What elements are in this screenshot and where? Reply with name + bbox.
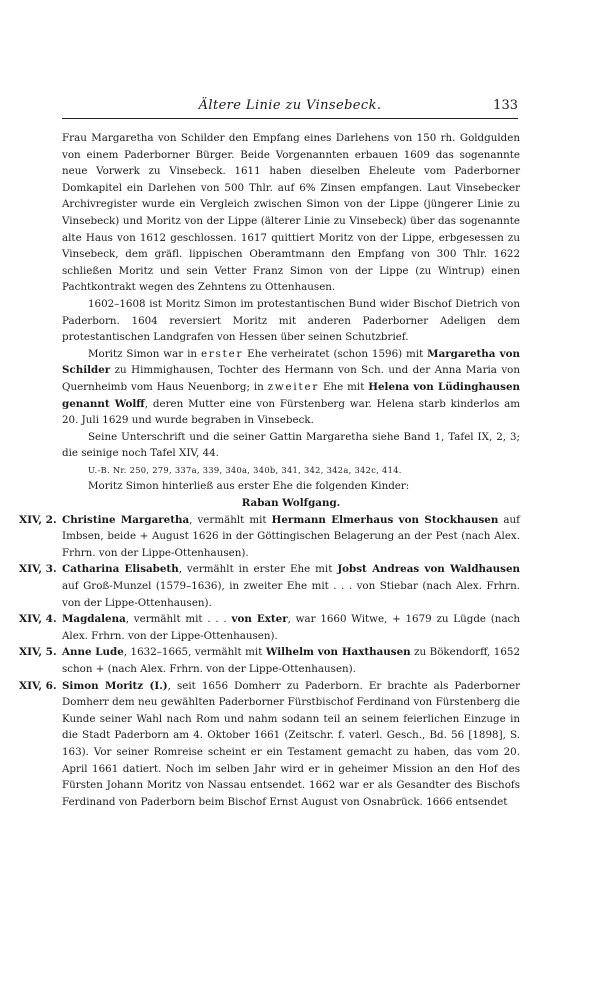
- text-run: Ehe mit: [319, 380, 369, 393]
- entry-spouse: Wilhelm von Haxthausen: [265, 646, 411, 659]
- text-run: Moritz Simon war in: [88, 347, 201, 360]
- entry-spouse: Hermann Elmerhaus von Stockhausen: [271, 513, 499, 526]
- spaced-word-erster: erster: [200, 347, 244, 360]
- genealogy-entry: [19, 611, 520, 644]
- text-run: auf Groß-Munzel (1579–1636), in zweiter Ehe mit . . . von Stiebar (nach Alex. Frhrn. von der Lippe-Ottenhausen).: [62, 580, 520, 609]
- document-references: U.-B. Nr. 250, 279, 337a, 339, 340a, 340b, 341, 342, 342a, 342c, 414.: [88, 464, 402, 475]
- text-run: , 1632–1665, vermählt mit: [123, 646, 266, 659]
- text-run: , vermählt in erster Ehe mit: [178, 563, 338, 576]
- entry-name: Simon Moritz (I.): [62, 679, 168, 692]
- entry-name: Catharina Elisabeth: [62, 563, 179, 576]
- paragraph-marriages: [62, 346, 520, 429]
- entry-number: XIV, 5.: [19, 646, 57, 659]
- entry-name: Anne Lude: [62, 646, 124, 659]
- body-text: [19, 130, 520, 810]
- entry-spouse: Jobst Andreas von Waldhausen: [337, 563, 520, 576]
- entry-number: XIV, 3.: [19, 563, 57, 576]
- spouse-name-1: Margaretha von Schilder: [62, 347, 520, 377]
- paragraph-signatures: Seine Unterschrift und die seiner Gattin Margaretha siehe Band 1, Tafel IX, 2, 3; die seinige noch Tafel XIV, 44.: [62, 430, 520, 460]
- genealogy-entry: [19, 678, 520, 811]
- entry-name: Magdalena: [62, 613, 126, 626]
- genealogy-entry: [19, 512, 520, 562]
- paragraph-1: Frau Margaretha von Schilder den Empfang eines Darlehens von 150 rh. Goldgulden von einem Paderborner Bürger. Beide Vorgenannten erbauen 1609 das sogenannte neue Vorwerk zu Vinsebeck. 1611 haben dieselben Eheleute vom Paderborner Domkapitel ein Darlehen von 500 Thlr. auf 6% Zinsen empfangen. Laut Vinsebecker Archivregister wurde ein Vergleich zwischen Simon von der Lippe (jüngerer Linie zu Vinsebeck) und Moritz von der Lippe (älterer Linie zu Vinsebeck) über das sogenannte alte Haus von 1612 geschlossen. 1617 quittiert Moritz von der Lippe, erbgesessen zu Vinsebeck, dem gräfl. lippischen Oberamtmann den Empfang von 300 Thlr. 1622 schließen Moritz und sein Vetter Franz Simon von der Lippe (zu Wintrup) einen Pachtkontrakt wegen des Zehntens zu Ottenhausen.: [62, 132, 520, 294]
- paragraph-children-intro: Moritz Simon hinterließ aus erster Ehe die folgenden Kinder:: [88, 480, 410, 493]
- entry-number: XIV, 6.: [19, 679, 57, 692]
- child-heading: Raban Wolfgang.: [241, 497, 341, 510]
- genealogy-entry: [19, 561, 520, 611]
- page-number: 133: [493, 98, 518, 113]
- header-rule: [62, 118, 518, 119]
- entry-spouse: von Exter: [231, 613, 288, 626]
- running-title: Ältere Linie zu Vinsebeck.: [198, 98, 382, 113]
- text-run: Ehe verheiratet (schon 1596) mit: [243, 347, 428, 360]
- entry-name: Christine Margaretha: [62, 513, 190, 526]
- genealogy-entry: [19, 644, 520, 677]
- paragraph-2: 1602–1608 ist Moritz Simon im protestantischen Bund wider Bischof Dietrich von Paderborn. 1604 reversiert Moritz mit anderen Paderborner Adeligen dem protestantischen Landgrafen von Hessen über seinen Schutzbrief.: [62, 297, 520, 344]
- text-run: , seit 1656 Domherr zu Paderborn. Er brachte als Paderborner Domherr dem neu gewählten Paderborner Fürstbischof Ferdinand von Fürstenberg die Kunde seiner Wahl nach Rom und nahm sodann teil an seinem feierlichen Einzuge in die Stadt Paderborn am 4. Oktober 1661 (Zeitschr. f. vaterl. Gesch., Bd. 56 [1898], S. 163). Vor seiner Romreise scheint er ein Testament gemacht zu haben, das vom 20. April 1661 datiert. Noch im selben Jahr wird er in geheimer Mission an den Hof des Fürsten Johann Moritz von Nassau entsendet. 1662 war er als Gesandter des Bischofs Ferdinand von Paderborn beim Bischof Ernst August von Osnabrück. 1666 entsendet: [62, 679, 520, 808]
- running-header: [62, 98, 518, 120]
- text-run: , vermählt mit: [189, 513, 272, 526]
- text-run: , war 1660 Witwe, + 1679 zu Lügde (nach Alex. Frhrn. von der Lippe-Ottenhausen).: [62, 613, 520, 642]
- entry-number: XIV, 2.: [19, 513, 57, 526]
- text-run: zu Himmighausen, Tochter des Hermann von Sch. und der Anna Maria von Quernheimb vom Haus Neuenborg; in: [62, 364, 520, 393]
- spaced-word-zweiter: zweiter: [267, 380, 320, 393]
- text-run: , deren Mutter eine von Fürstenberg war. Helena starb kinderlos am 20. Juli 1629 und wurde begraben in Vinsebeck.: [62, 397, 520, 427]
- text-run: zu Bökendorff, 1652 schon + (nach Alex. Frhrn. von der Lippe-Ottenhausen).: [62, 646, 520, 675]
- entry-number: XIV, 4.: [19, 613, 57, 626]
- text-run: auf Imbsen, beide + August 1626 in der Göttingischen Belagerung an der Pest (nach Alex. Frhrn. von der Lippe-Ottenhausen).: [62, 513, 520, 559]
- spouse-name-2: Helena von Lüdinghausen genannt Wolff: [62, 380, 520, 410]
- text-run: , vermählt mit . . .: [125, 613, 232, 626]
